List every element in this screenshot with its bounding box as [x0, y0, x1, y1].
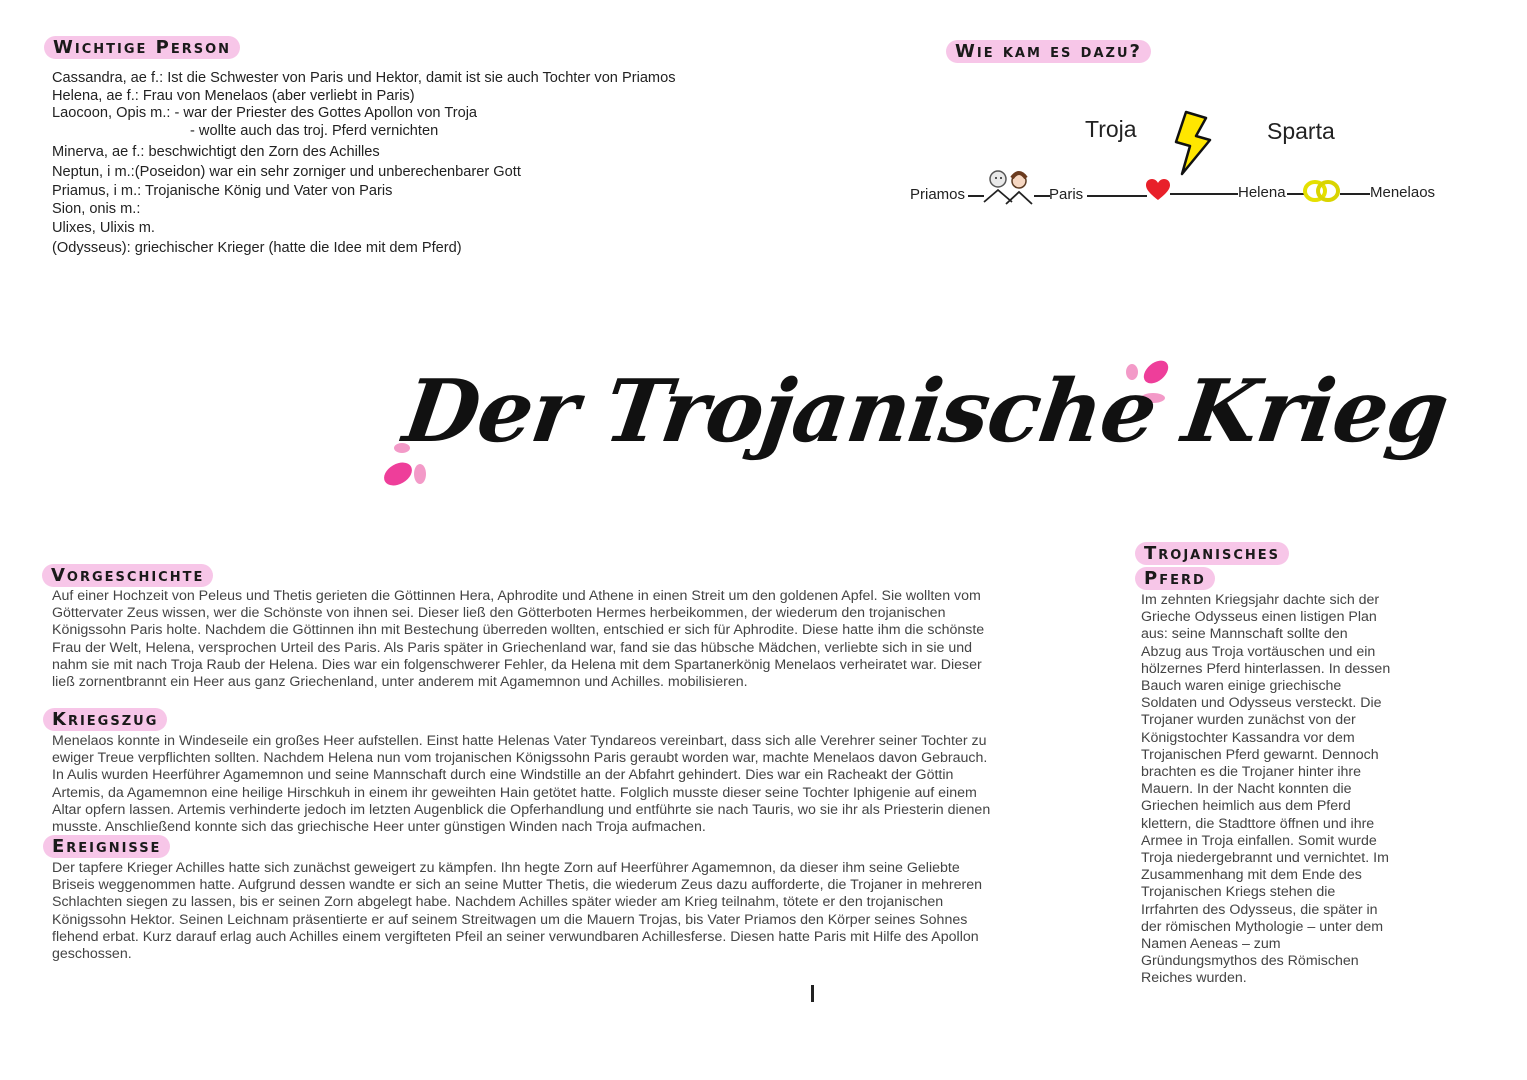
- person-item: (Odysseus): griechischer Krieger (hatte die Idee mit dem Pferd): [52, 240, 462, 256]
- connector-line: [1340, 193, 1370, 195]
- connector-line: [1087, 195, 1147, 197]
- person-item: Laocoon, Opis m.: - war der Priester des Gottes Apollon von Troja: [52, 105, 478, 121]
- text-cursor: [811, 985, 814, 1002]
- person-item: Priamus, i m.: Trojanische König und Vater von Paris: [52, 183, 393, 199]
- heading-wichtige-person: Wichtige Person: [44, 36, 240, 59]
- label-helena: Helena: [1238, 184, 1286, 201]
- person-item: - wollte auch das troj. Pferd vernichten: [190, 123, 439, 139]
- person-item: Sion, onis m.:: [52, 201, 141, 217]
- heading-pferd: Pferd: [1135, 567, 1215, 590]
- heading-trojanisches: Trojanisches: [1135, 542, 1289, 565]
- kriegszug-text: Menelaos konnte in Windeseile ein großes Heer aufstellen. Einst hatte Helenas Vater Tyndareos vereinbart, dass sich alle Verehrer seiner Tochter zu ewiger Treue verpflichten sollten. Nachdem Helena nun vom trojanischen Königssohn Paris geraubt worden war, machte Menelaos davon Gebrauch. In Aulis wurden Heerführer Agamemnon und seine Mannschaft durch eine Windstille an der Abfahrt gehindert. Dies war ein Racheakt der Göttin Artemis, da Agamemnon eine heilige Hirschkuh in einem ihr geweihten Hain getötet hatte. Folglich musste dieser seine Tochter Iphigenie auf einem Altar opfern lassen. Artemis verhinderte jedoch im letzten Augenblick die Opferhandlung und entführte sie nach Tauris, wo sie ihr als Priesterin dienen musste. Anschließend konnte sich das griechische Heer unter günstigen Winden nach Troja aufmachen.: [52, 733, 991, 836]
- vorgeschichte-text: Auf einer Hochzeit von Peleus und Thetis gerieten die Göttinnen Hera, Aphrodite und Athene in einen Streit um den goldenen Apfel. Sie wollten vom Göttervater Zeus wissen, wer die Schönste von ihnen sei. Dieser ließ den Götterboten Hermes herbeikommen, der wiederum den trojanischen Königssohn Paris holte. Nachdem die Göttinnen ihn mit Bestechung überreden wollten, entschied er sich für Aphrodite. Diese hatte ihm die schönste Frau der Welt, Helena, versprochen Urteil des Paris. Als Paris später in Griechenland war, fand sie das hübsche Mädchen, verliebte sich in sie und nahm sie mit nach Troja Raub der Helena. Dies war ein folgenschwerer Fehler, da Helena mit dem Spartanerkönig Menelaos verheiratet war. Dieser ließ zornentbrannt ein Heer aus ganz Griechenland, unter anderem mit Agamemnon und Achilles. mobilisieren.: [52, 588, 985, 691]
- person-item: Cassandra, ae f.: Ist die Schwester von Paris und Hektor, damit ist sie auch Tochter von Priamos: [52, 70, 676, 86]
- connector-line: [1170, 193, 1238, 195]
- label-paris: Paris: [1049, 186, 1084, 203]
- label-sparta: Sparta: [1267, 118, 1335, 144]
- label-menelaos: Menelaos: [1370, 184, 1436, 201]
- heading-vorgeschichte: Vorgeschichte: [42, 564, 213, 587]
- heart-icon: [1145, 178, 1171, 202]
- ereignisse-text: Der tapfere Krieger Achilles hatte sich zunächst geweigert zu kämpfen. Ihn hegte Zorn auf Heerführer Agamemnon, da dieser ihm seine Geliebte Briseis weggenommen hatte. Aufgrund dessen wandte er sich an seine Mutter Thetis, die wiederum Zeus dazu aufforderte, die Trojaner in mehreren Schlachten siegen zu lassen, bis er seinen Zorn abgelegt habe. Nachdem Achilles später wieder am Krieg teilnahm, tötete er den trojanischen Königssohn Hektor. Seinen Leichnam präsentierte er auf seinem Streitwagen um die Mauern Trojas, bis Vater Priamos den Körper seines Sohnes flehend erbat. Kurz darauf erlag auch Achilles einem vergifteten Pfeil an seiner verwundbaren Achillesferse. Diesen hatte Paris mit Hilfe des Apollon geschossen.: [52, 860, 983, 963]
- lightning-bolt-icon: [1172, 110, 1214, 176]
- connector-line: [1034, 195, 1050, 197]
- couple-icon: [982, 166, 1034, 206]
- person-item: Minerva, ae f.: beschwichtigt den Zorn des Achilles: [52, 144, 380, 160]
- person-item: Ulixes, Ulixis m.: [52, 220, 155, 236]
- heading-wie-kam-es-dazu: Wie kam es dazu?: [946, 40, 1151, 63]
- page-title: Der Trojanische Krieg: [397, 361, 1454, 462]
- person-item: Helena, ae f.: Frau von Menelaos (aber verliebt in Paris): [52, 88, 415, 104]
- label-priamos: Priamos: [910, 186, 966, 203]
- heading-kriegszug: Kriegszug: [43, 708, 167, 731]
- heading-ereignisse: Ereignisse: [43, 835, 170, 858]
- pferd-text: Im zehnten Kriegsjahr dachte sich der Grieche Odysseus einen listigen Plan aus: seine Mannschaft sollte den Abzug aus Troja vortäuschen und ein hölzernes Pferd hinterlassen. In dessen Bauch waren einige griechische Soldaten und Odysseus versteckt. Die Trojaner wurden zunächst von der Königstochter Kassandra vor dem Trojanischen Pferd gewarnt. Dennoch brachten es die Trojaner hinter ihre Mauern. In der Nacht konnten die Griechen heimlich aus dem Pferd klettern, die Stadttore öffnen und ihre Armee in Troja einfallen. Somit wurde Troja niedergebrannt und vernichtet. Im Zusammenhang mit dem Ende des Trojanischen Kriegs stehen die Irrfahrten des Odysseus, die später in der römischen Mythologie – unter dem Namen Aeneas – zum Gründungsmythos des Römischen Reiches wurden.: [1141, 592, 1391, 987]
- label-troja: Troja: [1085, 116, 1137, 142]
- person-item: Neptun, i m.:(Poseidon) war ein sehr zorniger und unberechenbarer Gott: [52, 164, 521, 180]
- wedding-rings-icon: [1302, 178, 1342, 204]
